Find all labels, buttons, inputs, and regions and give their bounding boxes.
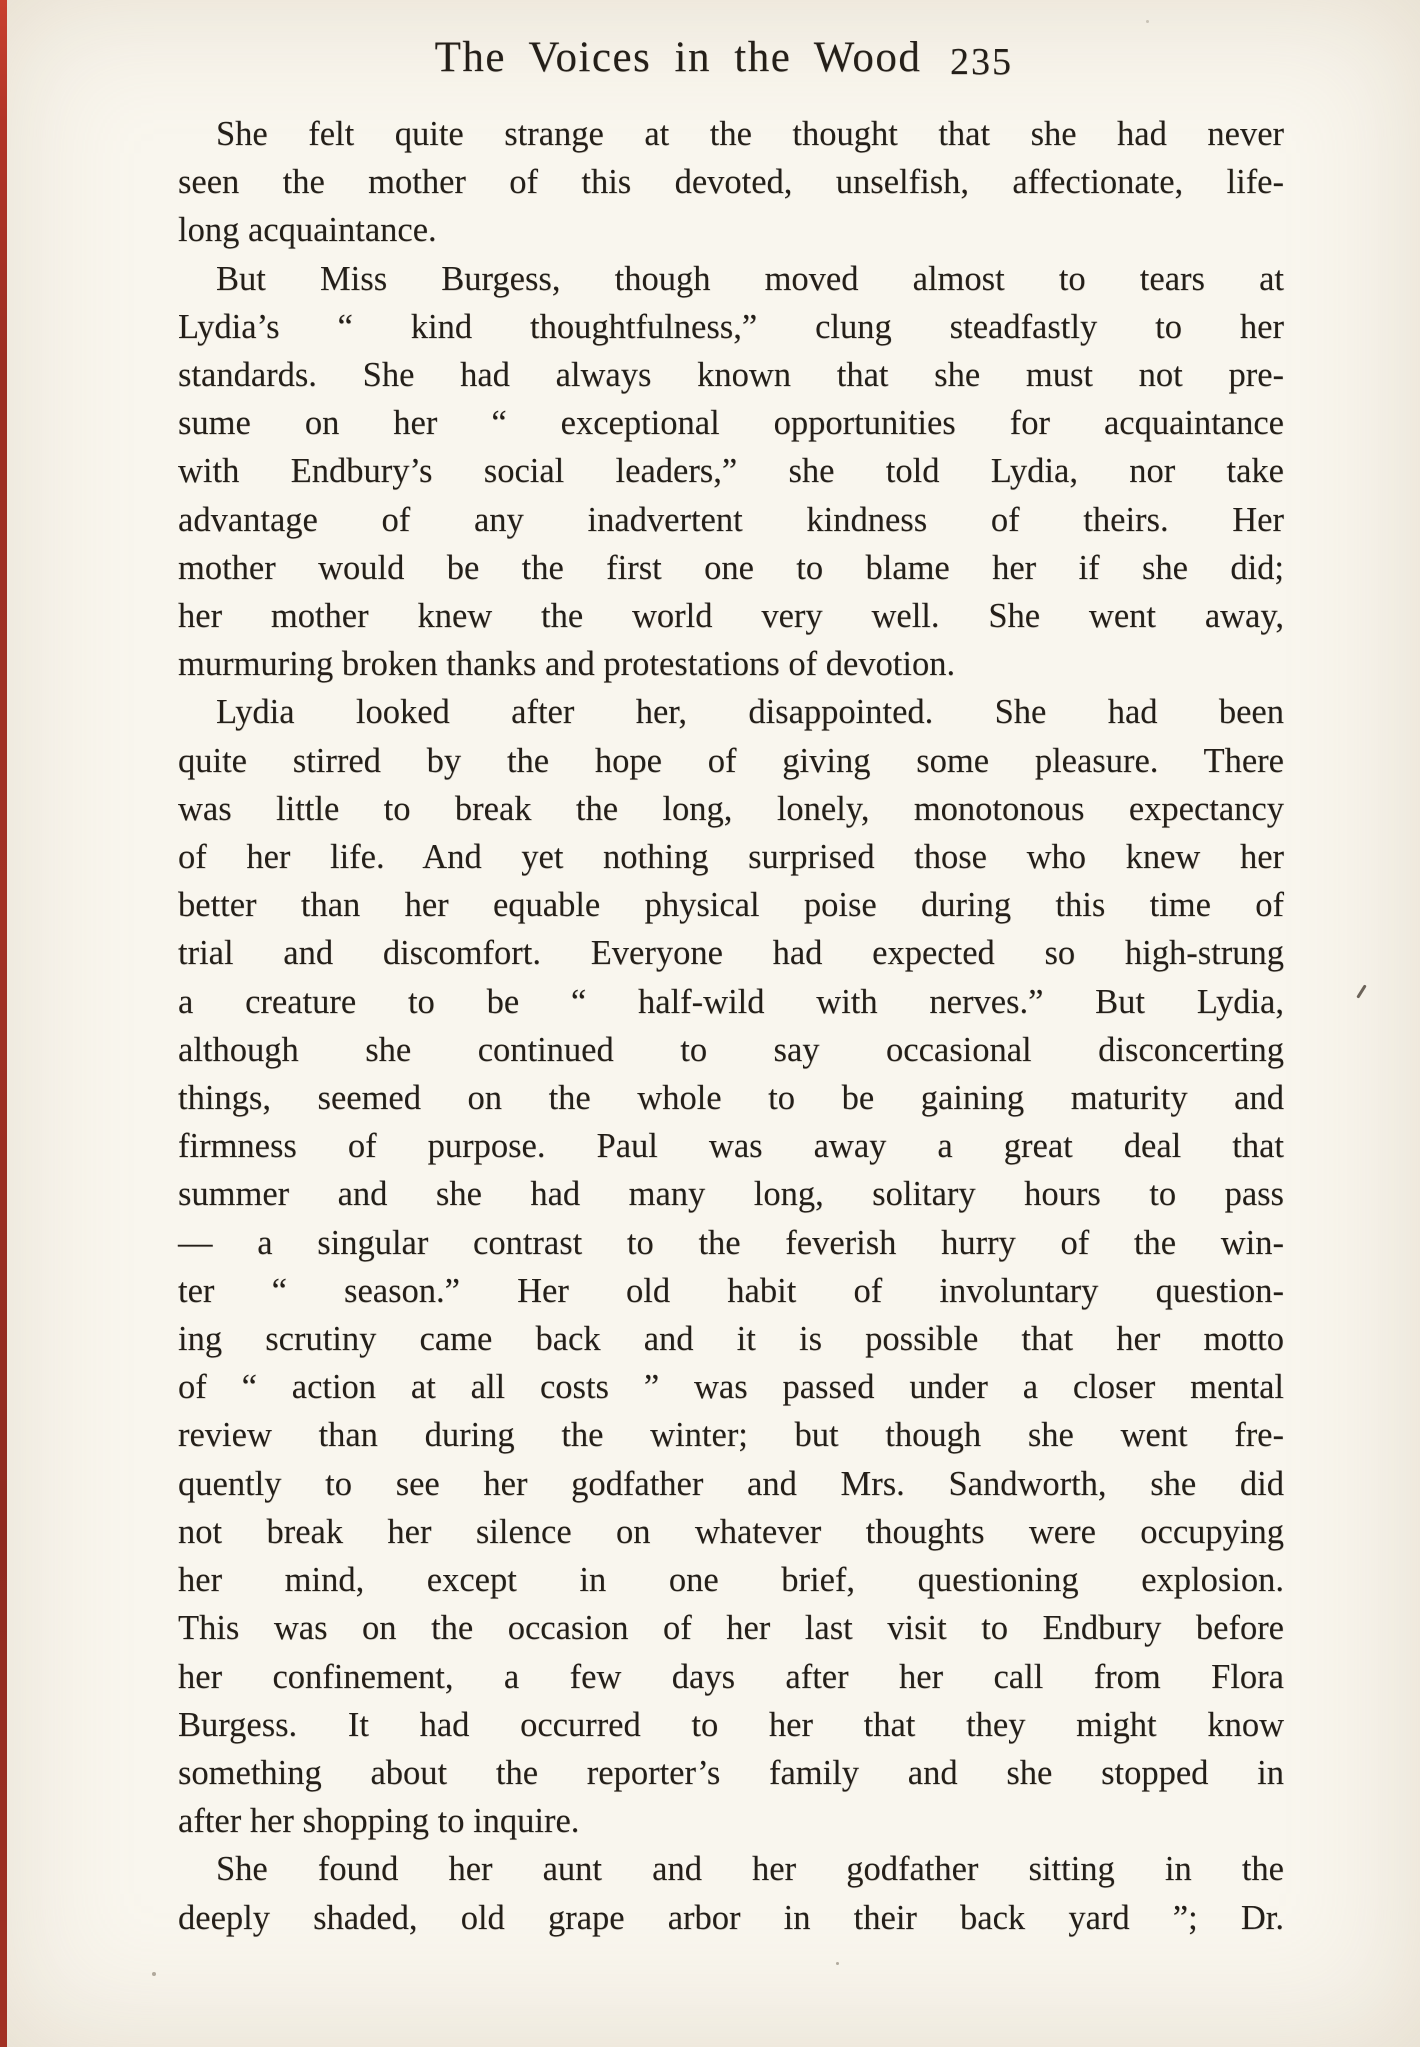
text-line: although she continued to say occasional disconcerting xyxy=(178,1030,1284,1069)
text-line: summer and she had many long, solitary hours to pass xyxy=(178,1175,1284,1214)
text-line: Lydia looked after her, disappointed. She had been xyxy=(216,693,1284,732)
text-line: But Miss Burgess, though moved almost to tears at xyxy=(216,259,1284,298)
text-line: a creature to be “ half-wild with nerves.” But Lydia, xyxy=(178,982,1284,1021)
text-line: — a singular contrast to the feverish hurry of the win- xyxy=(178,1223,1284,1262)
text-line: of her life. And yet nothing surprised those who knew her xyxy=(178,838,1284,877)
text-line: She found her aunt and her godfather sitting in the xyxy=(216,1850,1284,1889)
text-line: firmness of purpose. Paul was away a great deal that xyxy=(178,1127,1284,1166)
paragraph xyxy=(178,1845,1284,1941)
scan-speck xyxy=(152,1972,156,1976)
text-line: mother would be the first one to blame her if she did; xyxy=(178,548,1284,587)
scan-mark xyxy=(1356,984,1366,998)
text-line: things, seemed on the whole to be gaining maturity and xyxy=(178,1079,1284,1118)
page-number: 235 xyxy=(950,41,1013,83)
text-line: sume on her “ exceptional opportunities for acquaintance xyxy=(178,404,1284,443)
text-line: trial and discomfort. Everyone had expected so high-strung xyxy=(178,934,1284,973)
running-header-title: The Voices in the Wood xyxy=(434,34,922,81)
text-line: with Endbury’s social leaders,” she told Lydia, nor take xyxy=(178,452,1284,491)
paragraph xyxy=(178,110,1284,255)
text-line: her mind, except in one brief, questioning explosion. xyxy=(178,1561,1284,1600)
text-line: not break her silence on whatever thoughts were occupying xyxy=(178,1512,1284,1551)
text-line: after her shopping to inquire. xyxy=(178,1802,580,1841)
scan-speck xyxy=(1146,20,1149,23)
text-line: Lydia’s “ kind thoughtfulness,” clung steadfastly to her xyxy=(178,307,1284,346)
text-line: murmuring broken thanks and protestations of devotion. xyxy=(178,645,956,684)
text-column xyxy=(178,110,1284,1942)
paragraph xyxy=(178,688,1284,1845)
text-line: was little to break the long, lonely, monotonous expectancy xyxy=(178,789,1284,828)
text-line: review than during the winter; but though she went fre- xyxy=(178,1416,1284,1455)
paragraph xyxy=(178,255,1284,689)
text-line: better than her equable physical poise during this time of xyxy=(178,886,1284,925)
text-line: ter “ season.” Her old habit of involuntary question- xyxy=(178,1271,1284,1310)
text-line: long acquaintance. xyxy=(178,211,437,250)
book-edge-strip xyxy=(0,0,7,2047)
page-header xyxy=(178,28,1284,92)
text-line: her confinement, a few days after her call from Flora xyxy=(178,1657,1284,1696)
text-line: This was on the occasion of her last visit to Endbury before xyxy=(178,1609,1284,1648)
text-line: quite stirred by the hope of giving some pleasure. There xyxy=(178,741,1284,780)
text-line: ing scrutiny came back and it is possible that her motto xyxy=(178,1320,1284,1359)
text-line: Burgess. It had occurred to her that they might know xyxy=(178,1705,1284,1744)
text-line: quently to see her godfather and Mrs. Sandworth, she did xyxy=(178,1464,1284,1503)
text-line: advantage of any inadvertent kindness of theirs. Her xyxy=(178,500,1284,539)
text-line: seen the mother of this devoted, unselfish, affectionate, life- xyxy=(178,163,1284,202)
text-line: standards. She had always known that she must not pre- xyxy=(178,356,1284,395)
text-line: She felt quite strange at the thought that she had never xyxy=(216,115,1284,153)
text-line: deeply shaded, old grape arbor in their back yard ”; Dr. xyxy=(178,1898,1284,1937)
text-line: something about the reporter’s family and she stopped in xyxy=(178,1753,1284,1792)
text-line: her mother knew the world very well. She went away, xyxy=(178,597,1284,636)
scan-speck xyxy=(836,1962,839,1965)
text-line: of “ action at all costs ” was passed under a closer mental xyxy=(178,1368,1284,1407)
